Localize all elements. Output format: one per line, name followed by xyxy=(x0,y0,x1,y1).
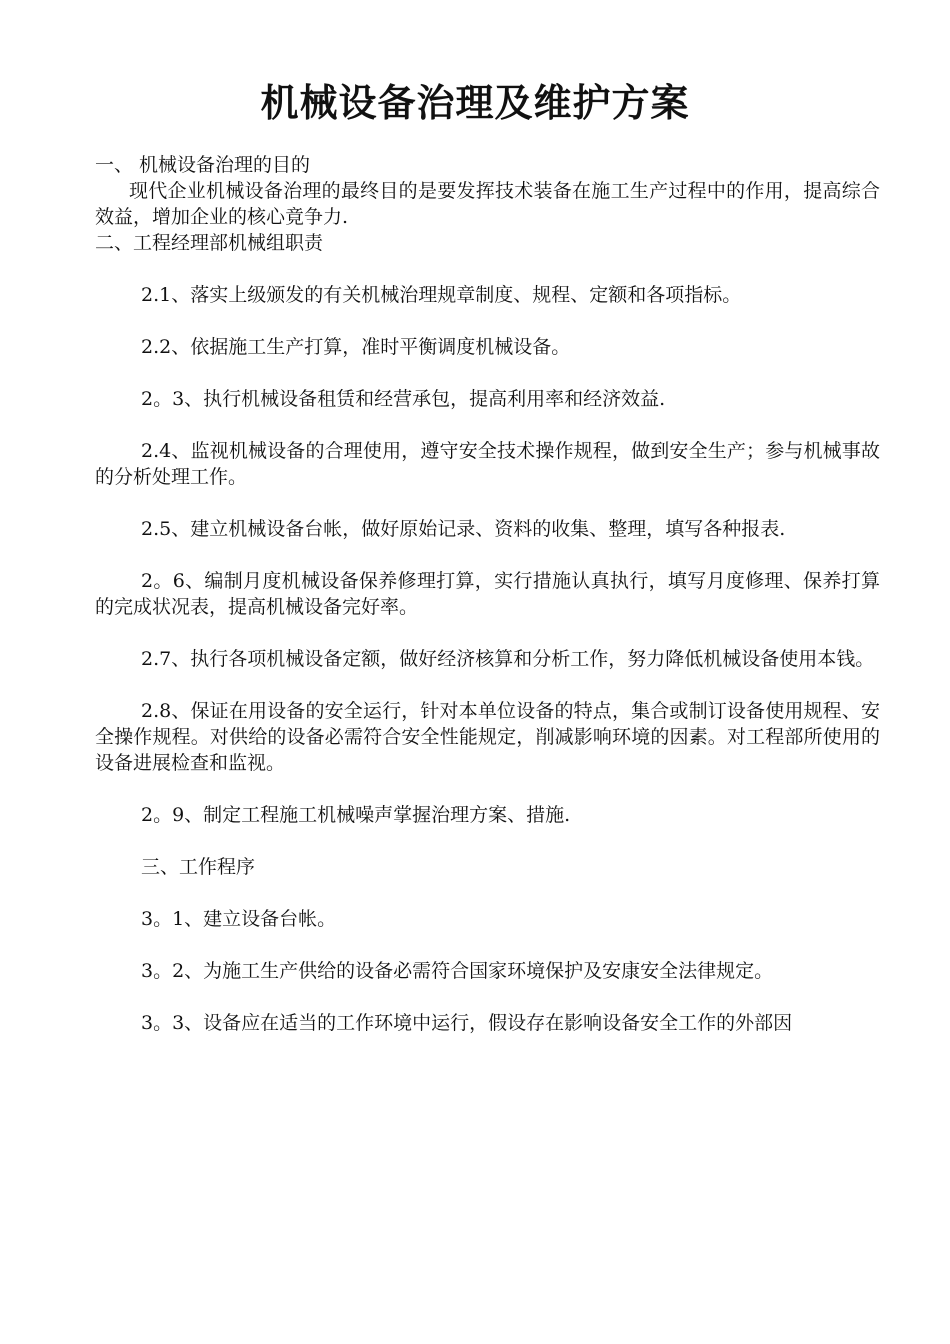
section-2-item: 2.2、依据施工生产打算，准时平衡调度机械设备。 xyxy=(141,336,571,358)
section-2-heading: 二、工程经理部机械组职责 xyxy=(95,232,324,254)
section-2-item: 2.5、建立机械设备台帐，做好原始记录、资料的收集、整理，填写各种报表. xyxy=(141,518,786,540)
section-2-item: 2。3、执行机械设备租赁和经营承包，提高利用率和经济效益. xyxy=(141,388,666,410)
section-2-item: 2.4、监视机械设备的合理使用，遵守安全技术操作规程，做到安全生产；参与机械事故的分析处理工作。 xyxy=(95,440,880,488)
section-3-item: 3。2、为施工生产供给的设备必需符合国家环境保护及安康安全法律规定。 xyxy=(141,960,774,982)
document-title: 机械设备治理及维护方案 xyxy=(260,81,690,125)
section-2-item: 2.7、执行各项机械设备定额，做好经济核算和分析工作，努力降低机械设备使用本钱。 xyxy=(141,648,875,670)
section-3-heading: 三、工作程序 xyxy=(141,856,256,878)
document-body xyxy=(95,152,880,1036)
section-1-paragraph: 现代企业机械设备治理的最终目的是要发挥技术装备在施工生产过程中的作用，提高综合效益，增加企业的核心竟争力. xyxy=(95,180,880,228)
section-1-heading: 一、 机械设备治理的目的 xyxy=(95,154,311,176)
section-3-item: 3。3、设备应在适当的工作环境中运行，假设存在影响设备安全工作的外部因 xyxy=(141,1012,793,1034)
section-2-item: 2。9、制定工程施工机械噪声掌握治理方案、措施. xyxy=(141,804,571,826)
section-3-item: 3。1、建立设备台帐。 xyxy=(141,908,337,930)
section-2-item: 2.1、落实上级颁发的有关机械治理规章制度、规程、定额和各项指标。 xyxy=(141,284,742,306)
section-2-item: 2.8、保证在用设备的安全运行，针对本单位设备的特点，集合或制订设备使用规程、安全操作规程。对供给的设备必需符合安全性能规定，削减影响环境的因素。对工程部所使用的设备进展检查和监视。 xyxy=(95,700,880,774)
section-2-item: 2。6、编制月度机械设备保养修理打算，实行措施认真执行，填写月度修理、保养打算的完成状况表，提高机械设备完好率。 xyxy=(95,570,880,618)
